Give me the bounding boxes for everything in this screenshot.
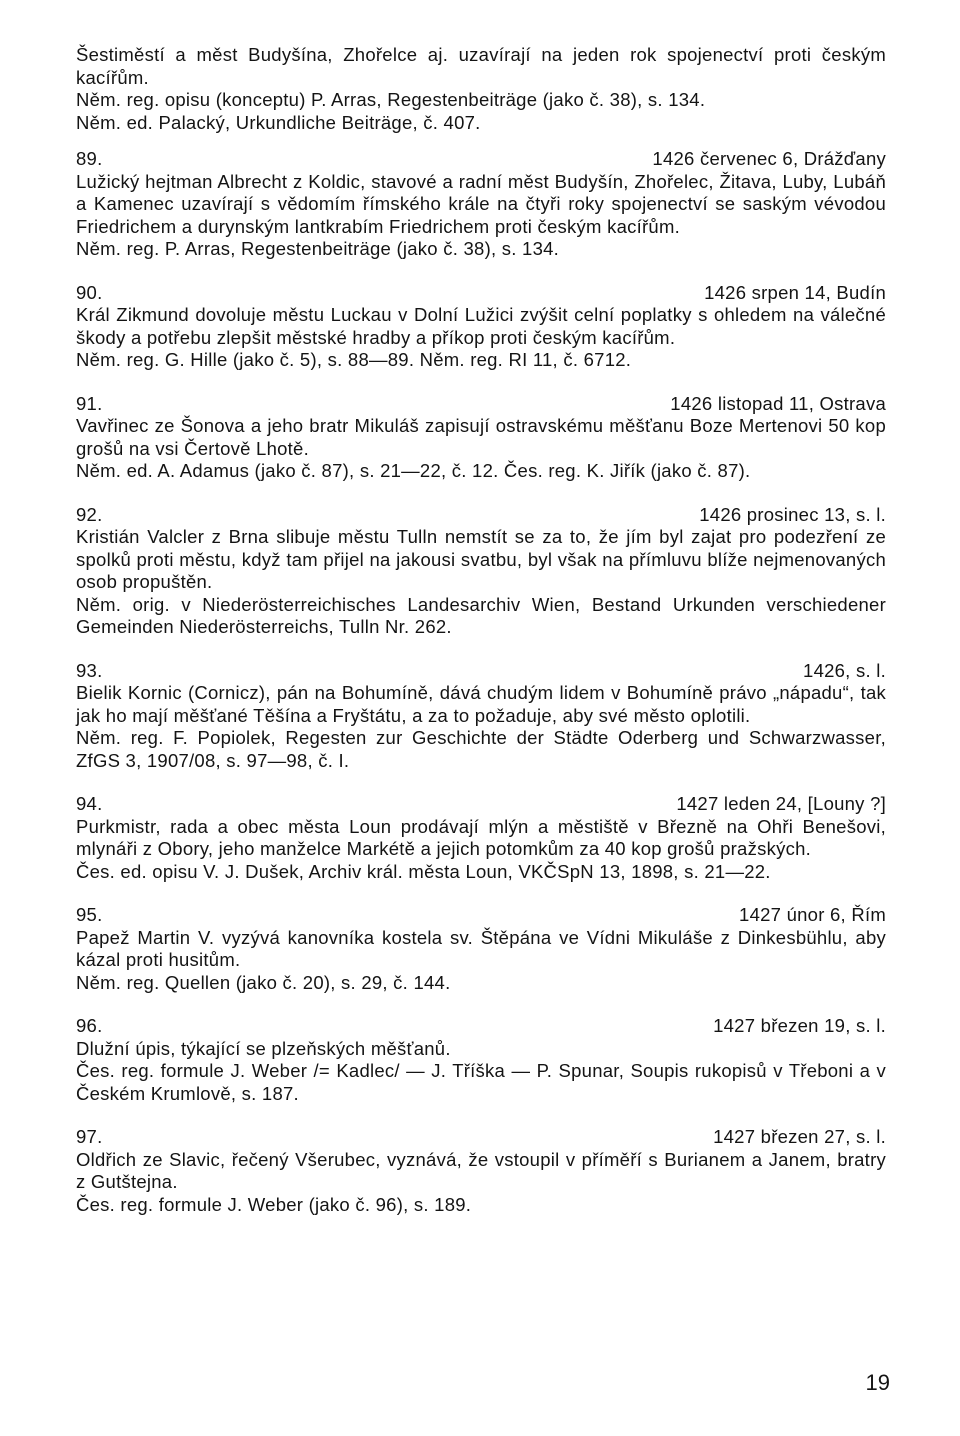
entry-date: 1427 březen 19, s. l. [713,1015,886,1036]
entry-date: 1426 listopad 11, Ostrava [670,392,886,414]
regest-entry-93 [76,660,886,773]
entry-source: Něm. reg. P. Arras, Regestenbeiträge (jako č. 38), s. 134. [76,238,560,259]
entry-number: 97. [76,1126,103,1147]
entry-source: Něm. reg. Quellen (jako č. 20), s. 29, č. 144. [76,971,451,993]
entry-header [76,282,886,305]
entry-text: Král Zikmund dovoluje městu Luckau v Dolní Lužici zvýšit celní poplatky s ohledem na válečné škody a potřebu zlepšit městské hradby a příkop proti českým kacířům. [76,304,886,348]
entry-number: 92. [76,503,103,525]
regest-entry-95 [76,904,886,994]
entry-header [76,393,886,416]
entry-number: 90. [76,281,103,303]
entry-date: 1426, s. l. [803,659,886,681]
entry-number: 93. [76,659,103,681]
entry-text: Papež Martin V. vyzývá kanovníka kostela sv. Štěpána ve Vídni Mikuláše z Dinkesbühlu, aby kázal proti husitům. [76,926,886,970]
entry-text: Oldřich ze Slavic, řečený Všerubec, vyznává, že vstoupil v příměří s Burianem a Janem, bratry z Gutštejna. [76,1148,886,1192]
entry-source: Čes. reg. formule J. Weber /= Kadlec/ — J. Tříška — P. Spunar, Soupis rukopisů v Třeboni a v Českém Krumlově, s. 187. [76,1060,886,1104]
entry-source: Něm. ed. A. Adamus (jako č. 87), s. 21—22, č. 12. Čes. reg. K. Jiřík (jako č. 87). [76,460,751,481]
regest-entry-94 [76,793,886,883]
entry-header [76,148,886,171]
entry-header [76,1126,886,1149]
entry-number: 91. [76,392,103,414]
entry-text: Bielik Kornic (Cornicz), pán na Bohumíně, dává chudým lidem v Bohumíně právo „nápadu“, tak jak ho mají měšťané Těšína a Fryštátu, a za to požaduje, aby své město oplotili. [76,682,886,726]
entry-header [76,504,886,527]
entry-date: 1426 prosinec 13, s. l. [699,503,886,525]
regest-entry-90 [76,282,886,372]
regest-entry-89 [76,148,886,261]
regest-entry-92 [76,504,886,639]
entry-source: Něm. orig. v Niederösterreichisches Landesarchiv Wien, Bestand Urkunden verschiedener Gemeinden Niederösterreichs, Tulln Nr. 262. [76,593,886,637]
entry-source: Něm. reg. G. Hille (jako č. 5), s. 88—89. Něm. reg. RI 11, č. 6712. [76,349,632,370]
entry-text: Purkmistr, rada a obec města Loun prodávají mlýn a městiště v Březně na Ohři Benešovi, mlynáři z Obory, jeho manželce Markétě a jejich potomkům za 40 kop grošů pražských. [76,815,886,859]
entry-header [76,660,886,683]
entry-header [76,1015,886,1038]
page-number: 19 [865,1370,890,1395]
regest-entry-97 [76,1126,886,1216]
intro-block [76,44,886,134]
entry-text: Kristián Valcler z Brna slibuje městu Tulln nemstít se za to, že jím byl zajat pro podezření ze spolků proti městu, když tam přijel na jakousi svatbu, byl však na přímluvu blíže nejmenovaných osob propuštěn. [76,526,886,592]
entry-number: 96. [76,1015,103,1036]
entry-date: 1427 březen 27, s. l. [713,1126,886,1147]
intro-source: Něm. reg. opisu (konceptu) P. Arras, Regestenbeiträge (jako č. 38), s. 134. [76,89,706,110]
entry-date: 1426 srpen 14, Budín [704,281,886,303]
entry-date: 1427 únor 6, Řím [739,904,886,925]
entry-number: 94. [76,793,103,814]
entry-source: Čes. reg. formule J. Weber (jako č. 96), s. 189. [76,1193,472,1215]
intro-source: Něm. ed. Palacký, Urkundliche Beiträge, č. 407. [76,111,481,133]
document-page [76,44,886,1237]
entry-source: Čes. ed. opisu V. J. Dušek, Archiv král. města Loun, VKČSpN 13, 1898, s. 21—22. [76,860,771,882]
intro-text: Šestiměstí a měst Budyšína, Zhořelce aj. uzavírají na jeden rok spojenectví proti českým kacířům. [76,44,886,88]
entry-number: 89. [76,148,103,169]
regest-entry-96 [76,1015,886,1105]
entry-source: Něm. reg. F. Popiolek, Regesten zur Geschichte der Städte Oderberg und Schwarzwasser, ZfGS 3, 1907/08, s. 97—98, č. I. [76,727,886,771]
entry-text: Dlužní úpis, týkající se plzeňských měšťanů. [76,1037,451,1059]
entry-header [76,793,886,816]
entry-text: Lužický hejtman Albrecht z Koldic, stavové a radní měst Budyšín, Zhořelec, Žitava, Luby, Lubáň a Kamenec uzavírají s vědomím římského krále na čtyři roky spojenectví se saským vévodou Friedrichem a durynským lantkrabím Friedrichem proti českým kacířům. [76,170,886,237]
regest-entry-91 [76,393,886,483]
entry-number: 95. [76,904,103,925]
entry-header [76,904,886,927]
entry-text: Vavřinec ze Šonova a jeho bratr Mikuláš zapisují ostravskému měšťanu Boze Mertenovi 50 kop grošů na vsi Čertově Lhotě. [76,415,886,459]
entry-date: 1427 leden 24, [Louny ?] [676,793,886,814]
entry-date: 1426 červenec 6, Drážďany [652,148,886,169]
